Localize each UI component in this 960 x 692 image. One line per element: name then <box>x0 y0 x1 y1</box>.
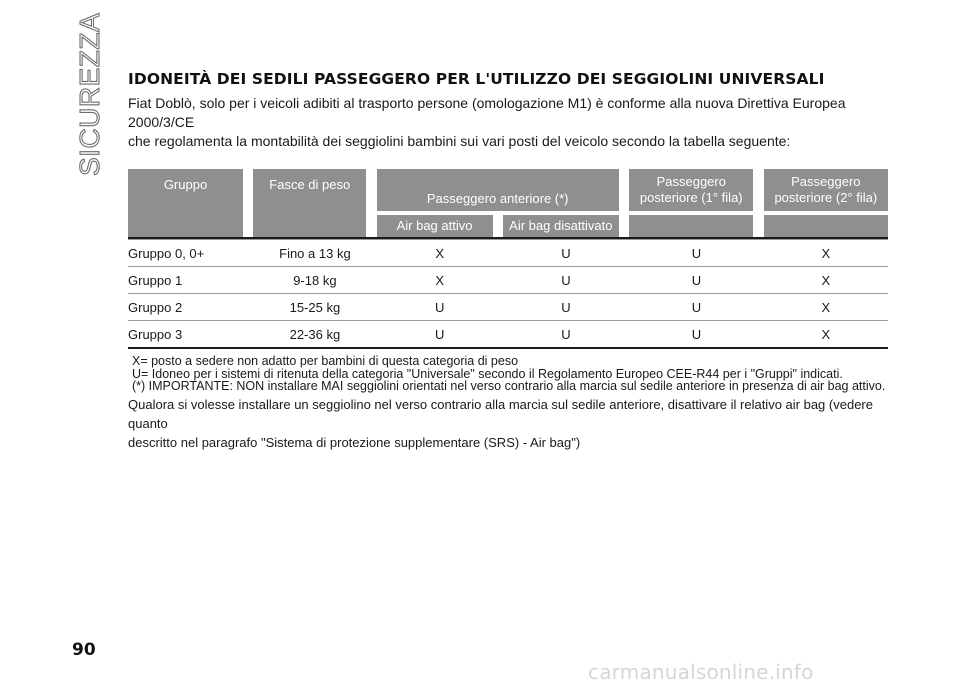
cell-rear-row-1: U <box>629 267 764 294</box>
cell-rear-row-1: U <box>629 294 764 321</box>
cell-rear-row-1: U <box>629 240 764 267</box>
cell-rear-row-2: X <box>764 240 888 267</box>
cell-weight: 15-25 kg <box>253 294 376 321</box>
cell-airbag-on: U <box>377 321 503 349</box>
intro-line-2: che regolamenta la montabilità dei seggiolini bambini sui vari posti del veicolo secondo la tabella seguente: <box>128 133 791 149</box>
table-notes <box>128 355 888 393</box>
section-heading: IDONEITÀ DEI SEDILI PASSEGGERO PER L'UTILIZZO DEI SEGGIOLINI UNIVERSALI <box>128 70 825 88</box>
page-number: 90 <box>72 640 96 660</box>
cell-rear-row-1: U <box>629 321 764 349</box>
header-rear-row-2 <box>764 169 888 211</box>
cell-airbag-off: U <box>503 294 629 321</box>
child-seat-suitability-table <box>128 169 888 349</box>
intro-paragraph <box>128 94 888 151</box>
cell-rear-row-2: X <box>764 267 888 294</box>
header-rear-row-2-blank <box>764 211 888 237</box>
note-important: (*) IMPORTANTE: NON installare MAI seggiolini orientati nel verso contrario alla marcia sul sedile anteriore in presenza di air bag attivo. <box>132 379 886 393</box>
cell-rear-row-2: X <box>764 321 888 349</box>
cell-airbag-off: U <box>503 240 629 267</box>
cell-airbag-off: U <box>503 321 629 349</box>
table-row <box>128 267 888 294</box>
table-row <box>128 240 888 267</box>
closing-line-1: Qualora si volesse installare un seggiolino nel verso contrario alla marcia sul sedile anteriore, disattivare il relativo air bag (vedere quanto <box>128 396 873 431</box>
closing-paragraph <box>128 395 888 452</box>
cell-airbag-off: U <box>503 267 629 294</box>
header-rear-row-1-line-2: posteriore (1° fila) <box>639 190 743 205</box>
cell-airbag-on: U <box>377 294 503 321</box>
cell-group: Gruppo 2 <box>128 294 253 321</box>
page-content <box>128 70 888 452</box>
note-u-legend: U= Idoneo per i sistemi di ritenuta della categoria "Universale" secondo il Regolamento Europeo CEE-R44 per i "Gruppi" indicati. <box>132 366 843 381</box>
header-group: Gruppo <box>128 169 243 237</box>
cell-group: Gruppo 0, 0+ <box>128 240 253 267</box>
header-rear-row-1-blank <box>629 211 753 237</box>
header-front-passenger: Passeggero anteriore (*) <box>377 169 619 211</box>
cell-airbag-on: X <box>377 240 503 267</box>
header-airbag-on: Air bag attivo <box>377 211 493 237</box>
cell-group: Gruppo 3 <box>128 321 253 349</box>
note-x-legend: X= posto a sedere non adatto per bambini di questa categoria di peso <box>132 354 519 368</box>
table-row <box>128 321 888 349</box>
cell-weight: 9-18 kg <box>253 267 376 294</box>
intro-line-1: Fiat Doblò, solo per i veicoli adibiti al trasporto persone (omologazione M1) è conforme alla nuova Direttiva Europea 2000/3/CE <box>128 95 846 130</box>
header-rear-row-1 <box>629 169 753 211</box>
cell-group: Gruppo 1 <box>128 267 253 294</box>
watermark-text: carmanualsonline.info <box>588 660 814 684</box>
header-rear-row-2-line-1: Passeggero <box>791 174 861 189</box>
header-rear-row-2-line-2: posteriore (2° fila) <box>774 190 878 205</box>
closing-line-2: descritto nel paragrafo "Sistema di protezione supplementare (SRS) - Air bag") <box>128 434 581 450</box>
table-row <box>128 294 888 321</box>
header-airbag-off: Air bag disattivato <box>503 211 619 237</box>
cell-rear-row-2: X <box>764 294 888 321</box>
cell-weight: Fino a 13 kg <box>253 240 376 267</box>
section-label: SICUREZZA <box>74 12 105 176</box>
cell-weight: 22-36 kg <box>253 321 376 349</box>
cell-airbag-on: X <box>377 267 503 294</box>
header-weight: Fasce di peso <box>253 169 366 237</box>
header-rear-row-1-line-1: Passeggero <box>656 174 726 189</box>
